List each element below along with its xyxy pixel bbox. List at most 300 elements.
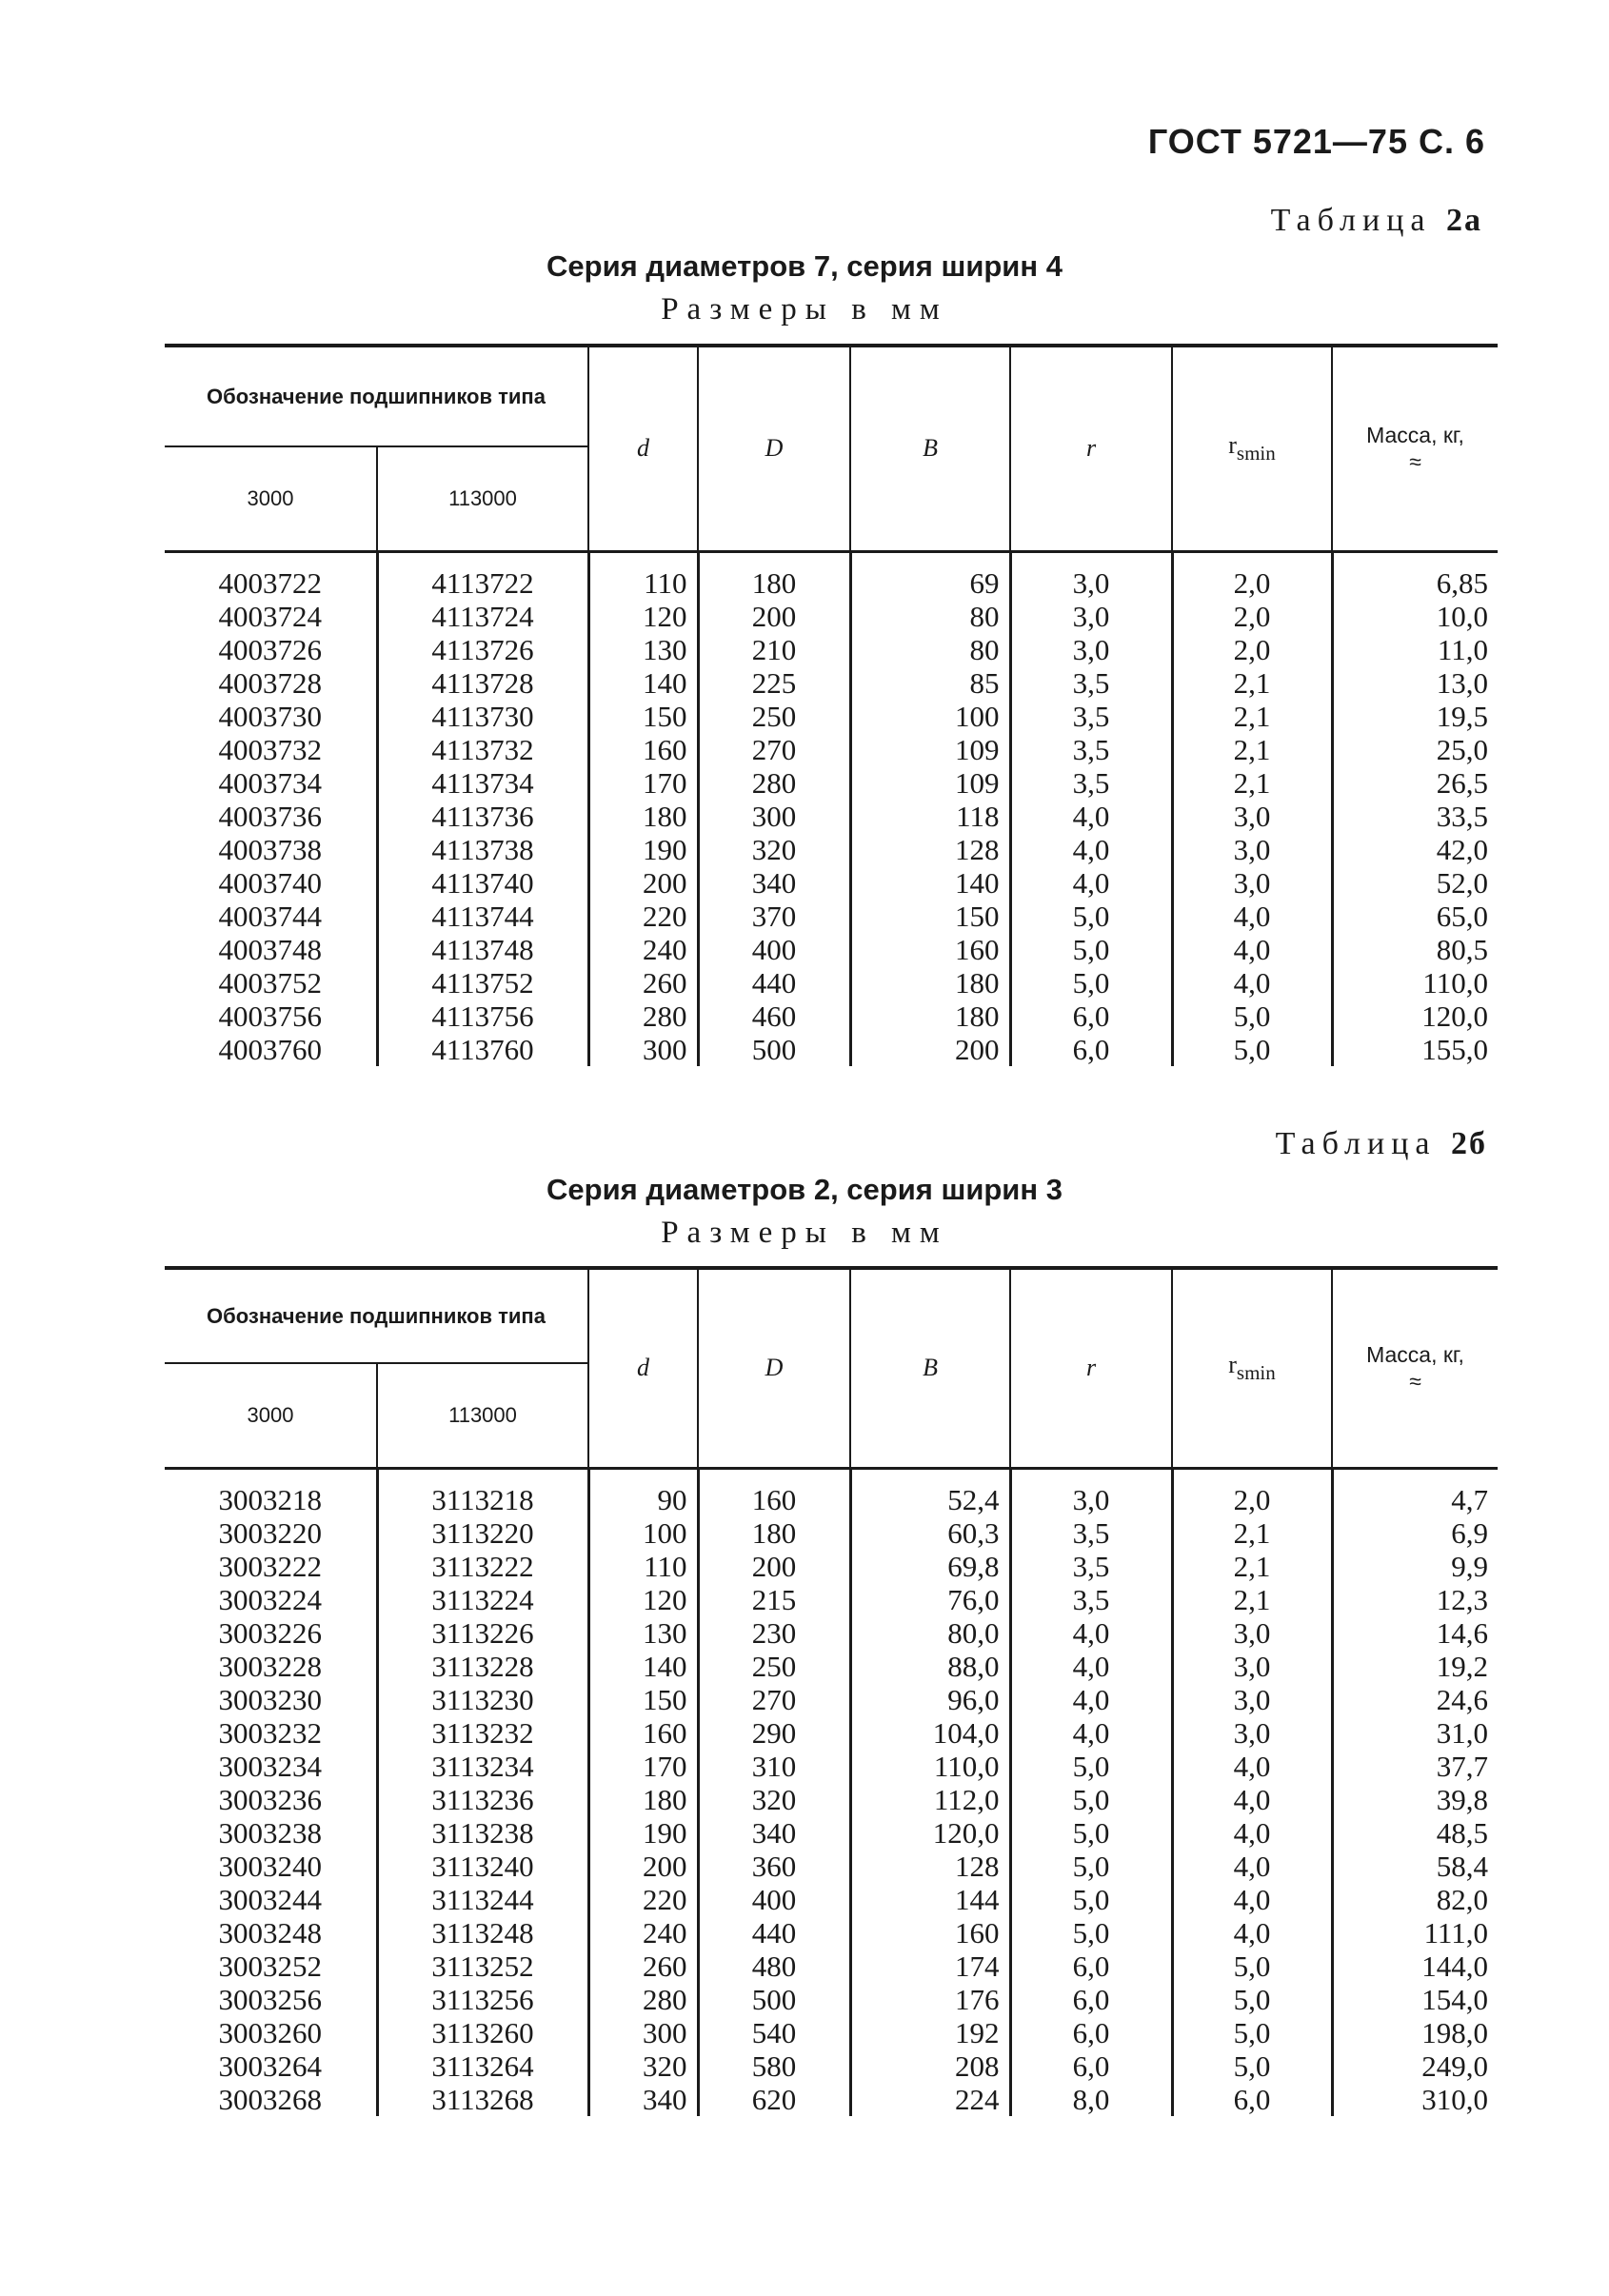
cell-rsmin: 5,0 bbox=[1172, 2049, 1332, 2083]
cell-designation-113000: 3113248 bbox=[377, 1916, 588, 1950]
cell-r: 5,0 bbox=[1010, 966, 1172, 1000]
table-2b-title: Серия диаметров 2, серия ширин 3 bbox=[546, 1173, 1063, 1206]
table-row bbox=[165, 1650, 1498, 1683]
table-row bbox=[165, 2083, 1498, 2116]
cell-mass: 52,0 bbox=[1332, 866, 1498, 900]
type-3000-header: 3000 bbox=[165, 446, 377, 551]
spacer-cell bbox=[1332, 1468, 1498, 1483]
table-row bbox=[165, 666, 1498, 700]
cell-B: 128 bbox=[850, 1850, 1010, 1883]
spacer-cell bbox=[1010, 551, 1172, 566]
cell-D: 300 bbox=[698, 800, 850, 833]
cell-d: 110 bbox=[588, 566, 698, 600]
cell-B: 176 bbox=[850, 1983, 1010, 2016]
cell-designation-3000: 4003726 bbox=[218, 632, 322, 666]
table-row bbox=[165, 2016, 1498, 2049]
cell-designation-113000: 4113724 bbox=[377, 600, 588, 633]
cell-d: 320 bbox=[588, 2049, 698, 2083]
cell-rsmin: 4,0 bbox=[1172, 1850, 1332, 1883]
cell-D: 210 bbox=[698, 633, 850, 666]
table-2a bbox=[165, 344, 1498, 1066]
cell-d: 90 bbox=[588, 1483, 698, 1516]
cell-D: 180 bbox=[698, 1516, 850, 1550]
cell-mass: 42,0 bbox=[1332, 833, 1498, 866]
cell-d: 190 bbox=[588, 1816, 698, 1850]
cell-rsmin: 5,0 bbox=[1172, 1950, 1332, 1983]
cell-designation-3000: 4003748 bbox=[218, 932, 322, 966]
cell-designation-3000: 3003220 bbox=[218, 1515, 322, 1550]
cell-designation-113000: 4113728 bbox=[377, 666, 588, 700]
cell-designation-3000: 3003244 bbox=[218, 1882, 322, 1916]
designation-header: Обозначение подшипников типа bbox=[165, 1268, 588, 1363]
cell-B: 140 bbox=[850, 866, 1010, 900]
cell-d: 110 bbox=[588, 1550, 698, 1583]
cell-D: 440 bbox=[698, 966, 850, 1000]
col-d-header: d bbox=[588, 346, 698, 551]
cell-B: 69,8 bbox=[850, 1550, 1010, 1583]
cell-designation-113000: 4113732 bbox=[377, 733, 588, 766]
spacer-cell bbox=[850, 1468, 1010, 1483]
cell-r: 5,0 bbox=[1010, 1883, 1172, 1916]
cell-r: 5,0 bbox=[1010, 1816, 1172, 1850]
cell-mass: 198,0 bbox=[1332, 2016, 1498, 2049]
table-row bbox=[165, 933, 1498, 966]
cell-d: 180 bbox=[588, 800, 698, 833]
cell-D: 200 bbox=[698, 600, 850, 633]
cell-d: 140 bbox=[588, 1650, 698, 1683]
cell-B: 109 bbox=[850, 733, 1010, 766]
cell-rsmin: 2,1 bbox=[1172, 1583, 1332, 1616]
cell-d: 280 bbox=[588, 1000, 698, 1033]
cell-D: 290 bbox=[698, 1716, 850, 1750]
cell-d: 180 bbox=[588, 1783, 698, 1816]
table-2b-units: Размеры в мм bbox=[661, 1216, 948, 1250]
col-B-header: B bbox=[850, 1268, 1010, 1468]
cell-D: 620 bbox=[698, 2083, 850, 2116]
spacer-cell bbox=[165, 551, 377, 566]
cell-designation-3000: 4003722 bbox=[218, 565, 322, 600]
cell-d: 240 bbox=[588, 1916, 698, 1950]
col-mass-header bbox=[1332, 346, 1498, 551]
cell-D: 250 bbox=[698, 700, 850, 733]
table-row bbox=[165, 733, 1498, 766]
table-row bbox=[165, 1750, 1498, 1783]
cell-designation-3000: 3003236 bbox=[218, 1782, 322, 1816]
cell-mass: 111,0 bbox=[1332, 1916, 1498, 1950]
cell-r: 6,0 bbox=[1010, 1000, 1172, 1033]
spacer-cell bbox=[1332, 551, 1498, 566]
cell-d: 160 bbox=[588, 733, 698, 766]
cell-designation-3000: 4003736 bbox=[218, 799, 322, 833]
cell-d: 100 bbox=[588, 1516, 698, 1550]
table-row bbox=[165, 1550, 1498, 1583]
cell-mass: 6,9 bbox=[1332, 1516, 1498, 1550]
cell-mass: 31,0 bbox=[1332, 1716, 1498, 1750]
rsmin-r: r bbox=[1228, 431, 1237, 460]
cell-designation-3000: 4003738 bbox=[218, 832, 322, 866]
cell-rsmin: 3,0 bbox=[1172, 866, 1332, 900]
type-113000-header: 113000 bbox=[377, 1363, 588, 1468]
cell-rsmin: 3,0 bbox=[1172, 833, 1332, 866]
cell-d: 150 bbox=[588, 1683, 698, 1716]
cell-B: 109 bbox=[850, 766, 1010, 800]
cell-mass: 25,0 bbox=[1332, 733, 1498, 766]
table-row bbox=[165, 1033, 1498, 1066]
table-row bbox=[165, 566, 1498, 600]
cell-d: 130 bbox=[588, 633, 698, 666]
table-row bbox=[165, 1716, 1498, 1750]
cell-mass: 19,2 bbox=[1332, 1650, 1498, 1683]
cell-rsmin: 5,0 bbox=[1172, 2016, 1332, 2049]
table-2a-title: Серия диаметров 7, серия ширин 4 bbox=[546, 249, 1063, 283]
cell-B: 174 bbox=[850, 1950, 1010, 1983]
cell-designation-3000: 3003248 bbox=[218, 1915, 322, 1950]
cell-mass: 4,7 bbox=[1332, 1483, 1498, 1516]
cell-designation-113000: 3113238 bbox=[377, 1816, 588, 1850]
cell-designation-113000: 4113744 bbox=[377, 900, 588, 933]
cell-B: 69 bbox=[850, 566, 1010, 600]
cell-rsmin: 4,0 bbox=[1172, 1750, 1332, 1783]
cell-rsmin: 2,0 bbox=[1172, 1483, 1332, 1516]
cell-D: 215 bbox=[698, 1583, 850, 1616]
cell-r: 6,0 bbox=[1010, 1033, 1172, 1066]
designation-header: Обозначение подшипников типа bbox=[165, 346, 588, 446]
cell-designation-3000: 4003744 bbox=[218, 899, 322, 933]
cell-r: 3,5 bbox=[1010, 733, 1172, 766]
cell-rsmin: 5,0 bbox=[1172, 1983, 1332, 2016]
cell-designation-3000: 3003230 bbox=[218, 1682, 322, 1716]
cell-B: 96,0 bbox=[850, 1683, 1010, 1716]
spacer-cell bbox=[850, 551, 1010, 566]
cell-rsmin: 2,1 bbox=[1172, 733, 1332, 766]
cell-D: 320 bbox=[698, 1783, 850, 1816]
cell-r: 4,0 bbox=[1010, 800, 1172, 833]
table-row bbox=[165, 1983, 1498, 2016]
spacer-cell bbox=[377, 551, 588, 566]
col-D-header: D bbox=[698, 1268, 850, 1468]
cell-rsmin: 4,0 bbox=[1172, 1883, 1332, 1916]
cell-designation-113000: 3113218 bbox=[377, 1483, 588, 1516]
cell-designation-113000: 4113748 bbox=[377, 933, 588, 966]
cell-d: 300 bbox=[588, 1033, 698, 1066]
cell-designation-3000: 4003730 bbox=[218, 699, 322, 733]
cell-d: 130 bbox=[588, 1616, 698, 1650]
cell-rsmin: 4,0 bbox=[1172, 900, 1332, 933]
cell-designation-113000: 3113240 bbox=[377, 1850, 588, 1883]
spacer-row bbox=[165, 1468, 1498, 1483]
cell-mass: 155,0 bbox=[1332, 1033, 1498, 1066]
cell-rsmin: 4,0 bbox=[1172, 1816, 1332, 1850]
spacer-cell bbox=[698, 551, 850, 566]
cell-designation-3000: 3003252 bbox=[218, 1949, 322, 1983]
col-rsmin-header bbox=[1172, 1268, 1332, 1468]
table-row bbox=[165, 1883, 1498, 1916]
cell-rsmin: 3,0 bbox=[1172, 1716, 1332, 1750]
cell-designation-3000: 4003732 bbox=[218, 732, 322, 766]
cell-d: 120 bbox=[588, 1583, 698, 1616]
cell-mass: 9,9 bbox=[1332, 1550, 1498, 1583]
cell-rsmin: 3,0 bbox=[1172, 800, 1332, 833]
cell-B: 192 bbox=[850, 2016, 1010, 2049]
cell-mass: 48,5 bbox=[1332, 1816, 1498, 1850]
cell-D: 400 bbox=[698, 1883, 850, 1916]
cell-B: 112,0 bbox=[850, 1783, 1010, 1816]
cell-B: 80 bbox=[850, 600, 1010, 633]
table-row bbox=[165, 900, 1498, 933]
col-r-header: r bbox=[1010, 346, 1172, 551]
cell-rsmin: 3,0 bbox=[1172, 1683, 1332, 1716]
cell-mass: 19,5 bbox=[1332, 700, 1498, 733]
col-rsmin-header bbox=[1172, 346, 1332, 551]
cell-D: 500 bbox=[698, 1033, 850, 1066]
cell-mass: 58,4 bbox=[1332, 1850, 1498, 1883]
approx-sign: ≈ bbox=[1409, 1369, 1421, 1395]
col-mass-header bbox=[1332, 1268, 1498, 1468]
cell-r: 6,0 bbox=[1010, 1950, 1172, 1983]
cell-rsmin: 5,0 bbox=[1172, 1033, 1332, 1066]
table-row bbox=[165, 866, 1498, 900]
cell-D: 225 bbox=[698, 666, 850, 700]
rsmin-sub: smin bbox=[1236, 1361, 1276, 1385]
cell-d: 260 bbox=[588, 1950, 698, 1983]
cell-B: 208 bbox=[850, 2049, 1010, 2083]
col-d-header: d bbox=[588, 1268, 698, 1468]
table-2a-units: Размеры в мм bbox=[661, 292, 948, 327]
cell-r: 5,0 bbox=[1010, 900, 1172, 933]
cell-designation-3000: 4003734 bbox=[218, 765, 322, 800]
cell-B: 85 bbox=[850, 666, 1010, 700]
cell-D: 360 bbox=[698, 1850, 850, 1883]
cell-designation-3000: 4003752 bbox=[218, 965, 322, 1000]
cell-designation-3000: 3003264 bbox=[218, 2049, 322, 2083]
cell-B: 224 bbox=[850, 2083, 1010, 2116]
cell-B: 150 bbox=[850, 900, 1010, 933]
cell-designation-113000: 4113734 bbox=[377, 766, 588, 800]
cell-d: 140 bbox=[588, 666, 698, 700]
cell-D: 540 bbox=[698, 2016, 850, 2049]
table-2a-label-word: Таблица bbox=[1270, 203, 1432, 238]
cell-D: 180 bbox=[698, 566, 850, 600]
cell-designation-3000: 3003256 bbox=[218, 1982, 322, 2016]
cell-d: 300 bbox=[588, 2016, 698, 2049]
cell-mass: 249,0 bbox=[1332, 2049, 1498, 2083]
cell-r: 6,0 bbox=[1010, 2016, 1172, 2049]
cell-designation-113000: 3113230 bbox=[377, 1683, 588, 1716]
cell-D: 370 bbox=[698, 900, 850, 933]
cell-designation-113000: 3113234 bbox=[377, 1750, 588, 1783]
cell-designation-113000: 4113760 bbox=[377, 1033, 588, 1066]
spacer-cell bbox=[377, 1468, 588, 1483]
cell-B: 118 bbox=[850, 800, 1010, 833]
cell-rsmin: 4,0 bbox=[1172, 1916, 1332, 1950]
cell-designation-113000: 4113730 bbox=[377, 700, 588, 733]
cell-mass: 110,0 bbox=[1332, 966, 1498, 1000]
spacer-cell bbox=[588, 1468, 698, 1483]
cell-mass: 10,0 bbox=[1332, 600, 1498, 633]
cell-r: 4,0 bbox=[1010, 833, 1172, 866]
table-row bbox=[165, 600, 1498, 633]
cell-designation-3000: 4003760 bbox=[218, 1032, 322, 1066]
mass-label: Масса, кг, bbox=[1366, 1342, 1464, 1368]
cell-r: 3,0 bbox=[1010, 1483, 1172, 1516]
cell-rsmin: 4,0 bbox=[1172, 1783, 1332, 1816]
table-row bbox=[165, 833, 1498, 866]
cell-rsmin: 2,1 bbox=[1172, 666, 1332, 700]
cell-mass: 80,5 bbox=[1332, 933, 1498, 966]
cell-r: 3,5 bbox=[1010, 1583, 1172, 1616]
cell-designation-3000: 3003260 bbox=[218, 2015, 322, 2049]
cell-rsmin: 2,1 bbox=[1172, 700, 1332, 733]
cell-rsmin: 3,0 bbox=[1172, 1616, 1332, 1650]
cell-rsmin: 2,0 bbox=[1172, 600, 1332, 633]
cell-r: 4,0 bbox=[1010, 866, 1172, 900]
cell-r: 3,5 bbox=[1010, 666, 1172, 700]
cell-d: 340 bbox=[588, 2083, 698, 2116]
cell-designation-3000: 4003724 bbox=[218, 599, 322, 633]
cell-D: 200 bbox=[698, 1550, 850, 1583]
cell-d: 160 bbox=[588, 1716, 698, 1750]
cell-designation-3000: 3003238 bbox=[218, 1815, 322, 1850]
cell-d: 220 bbox=[588, 900, 698, 933]
cell-mass: 33,5 bbox=[1332, 800, 1498, 833]
cell-r: 3,5 bbox=[1010, 1550, 1172, 1583]
cell-D: 310 bbox=[698, 1750, 850, 1783]
spacer-cell bbox=[698, 1468, 850, 1483]
cell-r: 3,5 bbox=[1010, 700, 1172, 733]
col-B-header: B bbox=[850, 346, 1010, 551]
cell-designation-113000: 3113224 bbox=[377, 1583, 588, 1616]
table-row bbox=[165, 1516, 1498, 1550]
cell-designation-3000: 3003232 bbox=[218, 1715, 322, 1750]
table-row bbox=[165, 633, 1498, 666]
cell-D: 280 bbox=[698, 766, 850, 800]
rsmin-sub: smin bbox=[1236, 442, 1276, 465]
cell-rsmin: 2,1 bbox=[1172, 1516, 1332, 1550]
cell-designation-3000: 3003224 bbox=[218, 1582, 322, 1616]
table-2b-label bbox=[1276, 1126, 1487, 1162]
cell-B: 200 bbox=[850, 1033, 1010, 1066]
cell-designation-113000: 4113738 bbox=[377, 833, 588, 866]
type-3000-header: 3000 bbox=[165, 1363, 377, 1468]
table-2b-label-word: Таблица bbox=[1275, 1126, 1437, 1161]
cell-designation-113000: 3113220 bbox=[377, 1516, 588, 1550]
table-row bbox=[165, 1850, 1498, 1883]
mass-label: Масса, кг, bbox=[1366, 423, 1464, 448]
table-2b bbox=[165, 1266, 1498, 2116]
cell-D: 340 bbox=[698, 1816, 850, 1850]
cell-designation-113000: 3113268 bbox=[377, 2083, 588, 2116]
col-r-header: r bbox=[1010, 1268, 1172, 1468]
cell-d: 220 bbox=[588, 1883, 698, 1916]
cell-rsmin: 4,0 bbox=[1172, 966, 1332, 1000]
cell-B: 100 bbox=[850, 700, 1010, 733]
cell-designation-3000: 3003228 bbox=[218, 1649, 322, 1683]
cell-mass: 11,0 bbox=[1332, 633, 1498, 666]
cell-r: 5,0 bbox=[1010, 933, 1172, 966]
table-2b-body bbox=[165, 1468, 1498, 2116]
cell-D: 500 bbox=[698, 1983, 850, 2016]
cell-r: 4,0 bbox=[1010, 1616, 1172, 1650]
cell-d: 200 bbox=[588, 866, 698, 900]
col-D-header: D bbox=[698, 346, 850, 551]
cell-B: 110,0 bbox=[850, 1750, 1010, 1783]
cell-mass: 120,0 bbox=[1332, 1000, 1498, 1033]
table-2a-label bbox=[1271, 203, 1482, 239]
table-2b-label-number: 2б bbox=[1451, 1126, 1487, 1161]
cell-designation-113000: 3113232 bbox=[377, 1716, 588, 1750]
cell-D: 160 bbox=[698, 1483, 850, 1516]
table-row bbox=[165, 766, 1498, 800]
table-row bbox=[165, 1816, 1498, 1850]
cell-D: 460 bbox=[698, 1000, 850, 1033]
cell-D: 340 bbox=[698, 866, 850, 900]
cell-D: 270 bbox=[698, 1683, 850, 1716]
cell-designation-3000: 3003240 bbox=[218, 1849, 322, 1883]
cell-designation-113000: 3113252 bbox=[377, 1950, 588, 1983]
cell-B: 80 bbox=[850, 633, 1010, 666]
cell-d: 200 bbox=[588, 1850, 698, 1883]
cell-D: 230 bbox=[698, 1616, 850, 1650]
table-row bbox=[165, 800, 1498, 833]
cell-designation-113000: 3113256 bbox=[377, 1983, 588, 2016]
cell-r: 4,0 bbox=[1010, 1683, 1172, 1716]
cell-D: 250 bbox=[698, 1650, 850, 1683]
table-row bbox=[165, 1583, 1498, 1616]
spacer-cell bbox=[1172, 551, 1332, 566]
cell-rsmin: 2,1 bbox=[1172, 1550, 1332, 1583]
cell-D: 320 bbox=[698, 833, 850, 866]
cell-designation-113000: 3113226 bbox=[377, 1616, 588, 1650]
spacer-cell bbox=[588, 551, 698, 566]
cell-mass: 39,8 bbox=[1332, 1783, 1498, 1816]
table-row bbox=[165, 700, 1498, 733]
cell-mass: 6,85 bbox=[1332, 566, 1498, 600]
cell-mass: 14,6 bbox=[1332, 1616, 1498, 1650]
cell-d: 240 bbox=[588, 933, 698, 966]
cell-B: 120,0 bbox=[850, 1816, 1010, 1850]
cell-r: 3,0 bbox=[1010, 566, 1172, 600]
table-row bbox=[165, 1783, 1498, 1816]
table-row bbox=[165, 2049, 1498, 2083]
approx-sign: ≈ bbox=[1409, 449, 1421, 475]
cell-mass: 154,0 bbox=[1332, 1983, 1498, 2016]
cell-B: 160 bbox=[850, 933, 1010, 966]
cell-mass: 24,6 bbox=[1332, 1683, 1498, 1716]
cell-D: 400 bbox=[698, 933, 850, 966]
table-row bbox=[165, 1000, 1498, 1033]
cell-d: 190 bbox=[588, 833, 698, 866]
cell-designation-3000: 4003756 bbox=[218, 999, 322, 1033]
spacer-cell bbox=[165, 1468, 377, 1483]
cell-d: 260 bbox=[588, 966, 698, 1000]
cell-r: 5,0 bbox=[1010, 1916, 1172, 1950]
cell-B: 128 bbox=[850, 833, 1010, 866]
cell-rsmin: 2,1 bbox=[1172, 766, 1332, 800]
cell-B: 144 bbox=[850, 1883, 1010, 1916]
cell-rsmin: 4,0 bbox=[1172, 933, 1332, 966]
cell-mass: 26,5 bbox=[1332, 766, 1498, 800]
cell-r: 4,0 bbox=[1010, 1650, 1172, 1683]
cell-D: 440 bbox=[698, 1916, 850, 1950]
cell-r: 8,0 bbox=[1010, 2083, 1172, 2116]
cell-D: 580 bbox=[698, 2049, 850, 2083]
cell-rsmin: 2,0 bbox=[1172, 566, 1332, 600]
cell-d: 150 bbox=[588, 700, 698, 733]
table-row bbox=[165, 1950, 1498, 1983]
cell-mass: 310,0 bbox=[1332, 2083, 1498, 2116]
cell-designation-3000: 3003226 bbox=[218, 1615, 322, 1650]
cell-r: 3,0 bbox=[1010, 600, 1172, 633]
